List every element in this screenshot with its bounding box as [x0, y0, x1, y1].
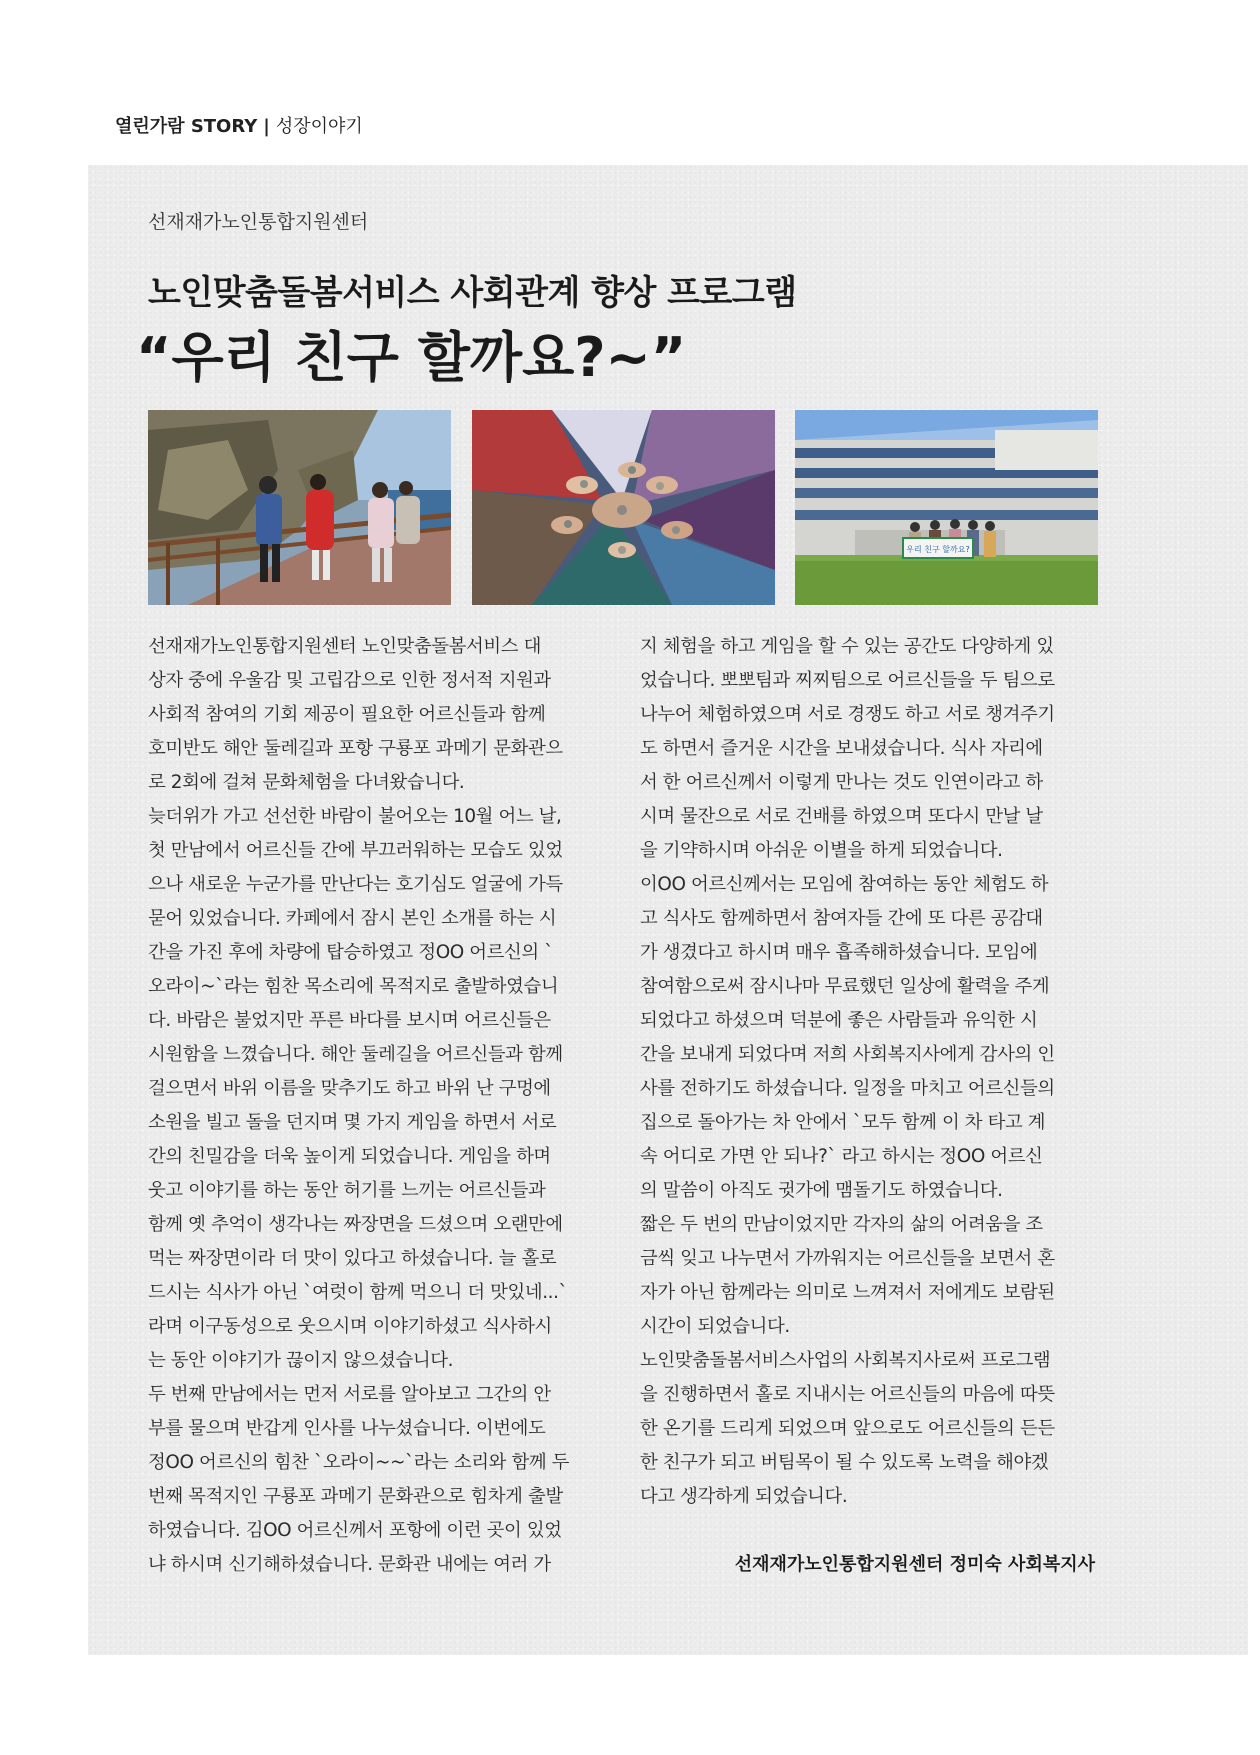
group-banner-text: 우리 친구 할까요? — [906, 545, 970, 554]
magazine-brand: 열린가람 STORY — [115, 116, 258, 137]
body-text-line: 상자 중에 우울감 및 고립감으로 인한 정서적 지원과 — [148, 670, 551, 691]
body-text-line: 가 생겼다고 하시며 매우 흡족해하셨습니다. 모임에 — [640, 942, 1038, 963]
header-separator: | — [263, 116, 270, 137]
body-text-line: 간을 가진 후에 차량에 탑승하였고 정OO 어르신의 ` — [148, 942, 554, 963]
body-text-line: 소원을 빌고 돌을 던지며 몇 가지 게임을 하면서 서로 — [148, 1112, 557, 1133]
body-text-line: 다고 생각하게 되었습니다. — [640, 1486, 848, 1507]
body-text-line: 노인맞춤돌봄서비스사업의 사회복지사로써 프로그램 — [640, 1350, 1051, 1371]
body-text-line: 두 번째 만남에서는 먼저 서로를 알아보고 그간의 안 — [148, 1384, 551, 1405]
body-text-line: 드시는 식사가 아닌 `여럿이 함께 먹으니 더 맛있네...` — [148, 1282, 568, 1303]
photo-hands-circle — [472, 410, 775, 605]
body-text-line: 시간이 되었습니다. — [640, 1316, 790, 1337]
body-text-line: 함께 옛 추억이 생각나는 짜장면을 드셨으며 오랜만에 — [148, 1214, 563, 1235]
body-text-line: 집으로 돌아가는 차 안에서 `모두 함께 이 차 타고 계 — [640, 1112, 1046, 1133]
body-text-line: 는 동안 이야기가 끊이지 않으셨습니다. — [148, 1350, 454, 1371]
article-body-right — [640, 630, 1095, 1514]
body-text-line: 지 체험을 하고 게임을 할 수 있는 공간도 다양하게 있 — [640, 636, 1054, 657]
page-header — [115, 112, 363, 138]
article-body-left — [148, 630, 603, 1582]
body-text-line: 짧은 두 번의 만남이었지만 각자의 삶의 어려움을 조 — [640, 1214, 1043, 1235]
body-text-line: 한 온기를 드리게 되었으며 앞으로도 어르신들의 든든 — [640, 1418, 1055, 1439]
body-text-line: 호미반도 해안 둘레길과 포항 구룡포 과메기 문화관으 — [148, 738, 563, 759]
body-text-line: 묻어 있었습니다. 카페에서 잠시 본인 소개를 하는 시 — [148, 908, 557, 929]
body-text-line: 사회적 참여의 기회 제공이 필요한 어르신들과 함께 — [148, 704, 546, 725]
body-text-line: 걸으면서 바위 이름을 맞추기도 하고 바위 난 구멍에 — [148, 1078, 551, 1099]
body-text-line: 선재재가노인통합지원센터 노인맞춤돌봄서비스 대 — [148, 636, 541, 657]
article-title: 노인맞춤돌봄서비스 사회관계 향상 프로그램 — [148, 273, 797, 313]
body-text-line: 다. 바람은 불었지만 푸른 바다를 보시며 어르신들은 — [148, 1010, 551, 1031]
body-text-line: 시며 물잔으로 서로 건배를 하였으며 또다시 만날 날 — [640, 806, 1043, 827]
body-text-line: 되었다고 하셨으며 덕분에 좋은 사람들과 유익한 시 — [640, 1010, 1038, 1031]
article-signature: 선재재가노인통합지원센터 정미숙 사회복지사 — [734, 1554, 1095, 1575]
body-text-line: 한 친구가 되고 버팀목이 될 수 있도록 노력을 해야겠 — [640, 1452, 1049, 1473]
body-text-line: 이OO 어르신께서는 모임에 참여하는 동안 체험도 하 — [640, 874, 1049, 895]
body-text-line: 자가 아닌 함께라는 의미로 느껴져서 저에게도 보람된 — [640, 1282, 1055, 1303]
body-text-line: 간의 친밀감을 더욱 높이게 되었습니다. 게임을 하며 — [148, 1146, 551, 1167]
body-text-line: 라며 이구동성으로 웃으시며 이야기하셨고 식사하시 — [148, 1316, 552, 1337]
body-text-line: 고 식사도 함께하면서 참여자들 간에 또 다른 공감대 — [640, 908, 1043, 929]
body-text-line: 속 어디로 가면 안 되나?` 라고 하시는 정OO 어르신 — [640, 1146, 1043, 1167]
body-text-line: 하였습니다. 김OO 어르신께서 포항에 이런 곳이 있었 — [148, 1520, 562, 1541]
body-text-line: 먹는 짜장면이라 더 맛이 있다고 하셨습니다. 늘 홀로 — [148, 1248, 557, 1269]
body-text-line: 부를 물으며 반갑게 인사를 나누셨습니다. 이번에도 — [148, 1418, 546, 1439]
body-text-line: 오라이~`라는 힘찬 목소리에 목적지로 출발하였습니 — [148, 976, 559, 997]
body-text-line: 첫 만남에서 어르신들 간에 부끄러워하는 모습도 있었 — [148, 840, 563, 861]
body-text-line: 참여함으로써 잠시나마 무료했던 일상에 활력을 주게 — [640, 976, 1050, 997]
body-text-line: 간을 보내게 되었다며 저희 사회복지사에게 감사의 인 — [640, 1044, 1055, 1065]
article-panel — [88, 165, 1248, 1655]
body-text-line: 금씩 잊고 나누면서 가까워지는 어르신들을 보면서 혼 — [640, 1248, 1055, 1269]
photo-coastal-trail — [148, 410, 451, 605]
body-text-line: 의 말씀이 아직도 귓가에 맴돌기도 하였습니다. — [640, 1180, 1003, 1201]
body-text-line: 도 하면서 즐거운 시간을 보내셨습니다. 식사 자리에 — [640, 738, 1043, 759]
body-text-line: 을 진행하면서 홀로 지내시는 어르신들의 마음에 따뜻 — [640, 1384, 1055, 1405]
photo-group-museum — [795, 410, 1098, 605]
body-text-line: 시원함을 느꼈습니다. 해안 둘레길을 어르신들과 함께 — [148, 1044, 563, 1065]
body-text-line: 서 한 어르신께서 이렇게 만나는 것도 인연이라고 하 — [640, 772, 1043, 793]
body-text-line: 을 기약하시며 아쉬운 이별을 하게 되었습니다. — [640, 840, 1003, 861]
body-text-line: 웃고 이야기를 하는 동안 허기를 느끼는 어르신들과 — [148, 1180, 546, 1201]
body-text-line: 사를 전하기도 하셨습니다. 일정을 마치고 어르신들의 — [640, 1078, 1055, 1099]
article-headline-quote: “우리 친구 할까요?~” — [136, 326, 687, 389]
section-name: 성장이야기 — [275, 116, 363, 137]
article-organization: 선재재가노인통합지원센터 — [148, 211, 369, 233]
body-text-line: 냐 하시며 신기해하셨습니다. 문화관 내에는 여러 가 — [148, 1554, 551, 1575]
body-text-line: 로 2회에 걸쳐 문화체험을 다녀왔습니다. — [148, 772, 465, 793]
body-text-line: 나누어 체험하였으며 서로 경쟁도 하고 서로 챙겨주기 — [640, 704, 1055, 725]
body-text-line: 번째 목적지인 구룡포 과메기 문화관으로 힘차게 출발 — [148, 1486, 563, 1507]
body-text-line: 으나 새로운 누군가를 만난다는 호기심도 얼굴에 가득 — [148, 874, 563, 895]
body-text-line: 었습니다. 뽀뽀팀과 찌찌팀으로 어르신들을 두 팀으로 — [640, 670, 1055, 691]
body-text-line: 정OO 어르신의 힘찬 `오라이~~`라는 소리와 함께 두 — [148, 1452, 570, 1473]
body-text-line: 늦더위가 가고 선선한 바람이 불어오는 10월 어느 날, — [148, 806, 562, 827]
